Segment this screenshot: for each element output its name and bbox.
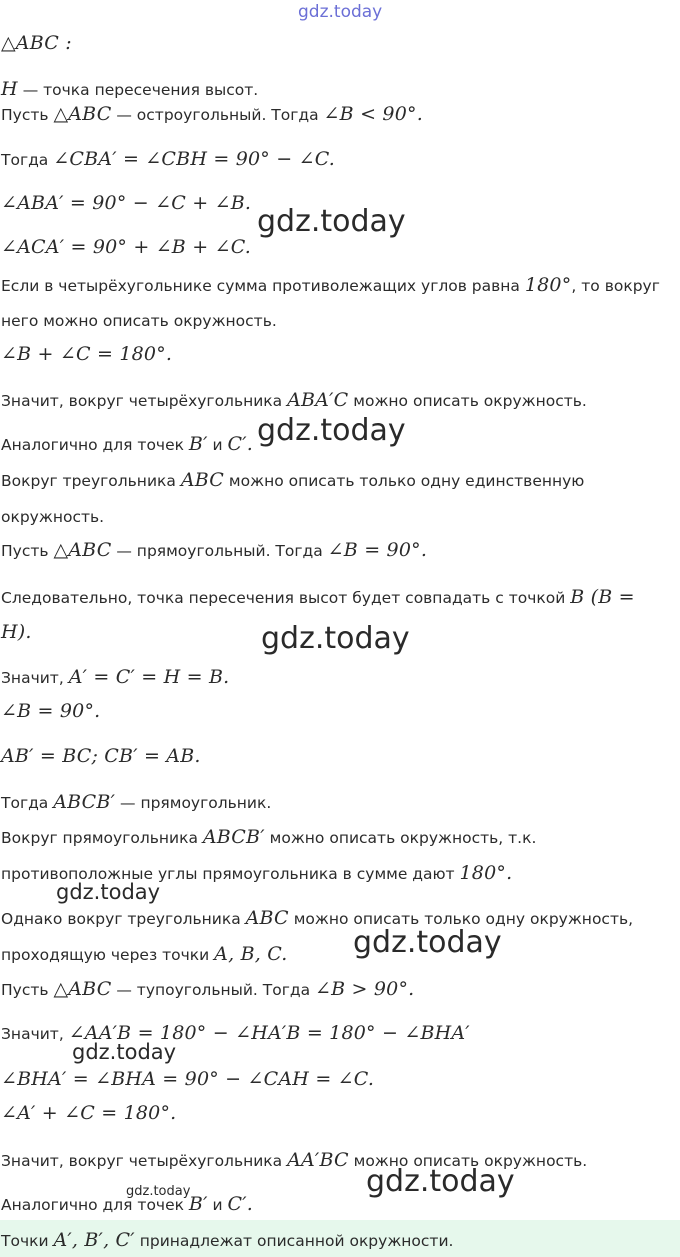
text: Значит, вокруг четырёхугольника xyxy=(1,1152,288,1170)
text-line xyxy=(1,433,678,456)
text: Следовательно, точка пересечения высот будет совпадать с точкой xyxy=(1,589,571,607)
text: Если в четырёхугольнике сумма противолежащих углов равна xyxy=(1,277,525,295)
text: принадлежат описанной окружности. xyxy=(134,1232,454,1250)
text-line xyxy=(1,666,678,689)
math: C′. xyxy=(227,1193,254,1215)
text: Пусть xyxy=(1,981,54,999)
text-line xyxy=(1,1193,678,1216)
text-line xyxy=(1,791,678,814)
math: △ABC xyxy=(53,978,112,1000)
text: Однако вокруг треугольника xyxy=(1,910,246,928)
text: Значит, xyxy=(1,1025,69,1043)
text-line xyxy=(1,700,678,723)
watermark: gdz.today xyxy=(56,880,161,904)
math: ∠A′ + ∠C = 180°. xyxy=(1,1102,177,1124)
text: , то вокруг xyxy=(571,277,660,295)
math: △ABC xyxy=(53,539,112,561)
math: ABC xyxy=(180,469,224,491)
watermark: gdz.today xyxy=(366,1164,515,1199)
text-line xyxy=(1,621,678,644)
text-line xyxy=(1,907,678,930)
math: ∠B > 90°. xyxy=(315,978,415,1000)
math: AA′BC xyxy=(287,1149,349,1171)
math: A, B, C. xyxy=(214,943,288,965)
math: B (B = xyxy=(570,586,635,608)
text-line xyxy=(1,1102,678,1125)
watermark: gdz.today xyxy=(353,925,502,960)
text-line xyxy=(1,539,678,562)
text-line xyxy=(1,32,678,55)
math: H xyxy=(1,78,18,100)
text-line xyxy=(1,978,678,1001)
text-line xyxy=(1,310,678,332)
math: 180°. xyxy=(459,862,513,884)
text: — прямоугольник. xyxy=(115,794,272,812)
math: ∠BHA′ = ∠BHA = 90° − ∠CAH = ∠C. xyxy=(1,1068,375,1090)
text: проходящую через точки xyxy=(1,946,215,964)
math: H). xyxy=(1,621,32,643)
text: Значит, xyxy=(1,669,69,687)
text: Пусть xyxy=(1,542,54,560)
text-line xyxy=(1,192,678,215)
math: ABC xyxy=(245,907,289,929)
watermark: gdz.today xyxy=(261,621,410,656)
math: B′ xyxy=(188,433,208,455)
text-line xyxy=(1,1022,678,1045)
math: △ABC : xyxy=(1,32,72,54)
text-line xyxy=(1,586,678,609)
math: AB′ = BC; CB′ = AB. xyxy=(1,745,201,767)
text-line xyxy=(1,469,678,492)
text: Тогда xyxy=(1,151,54,169)
text: можно описать только одну единственную xyxy=(224,472,585,490)
watermark: gdz.today xyxy=(126,1184,191,1199)
math: △ABC xyxy=(53,103,112,125)
math: ∠B < 90°. xyxy=(323,103,423,125)
math: ∠ABA′ = 90° − ∠C + ∠B. xyxy=(1,192,252,214)
math: ∠ACA′ = 90° + ∠B + ∠C. xyxy=(1,236,251,258)
text-line xyxy=(1,826,678,849)
text-line xyxy=(1,1068,678,1091)
math: ABCB′ xyxy=(53,791,116,813)
math: A′, B′, C′ xyxy=(53,1229,135,1251)
text-line xyxy=(1,943,678,966)
math: ∠CBA′ = ∠CBH = 90° − ∠C. xyxy=(53,148,335,170)
text-line xyxy=(1,745,678,768)
text: Точки xyxy=(1,1232,54,1250)
text: Вокруг треугольника xyxy=(1,472,181,490)
watermark-top: gdz.today xyxy=(298,2,383,22)
text: Аналогично для точек xyxy=(1,436,189,454)
text-line xyxy=(1,236,678,259)
text: Тогда xyxy=(1,794,54,812)
text: Пусть xyxy=(1,106,54,124)
text-line xyxy=(1,1149,678,1172)
text: — прямоугольный. Тогда xyxy=(111,542,328,560)
text-line xyxy=(1,78,678,101)
text: — остроугольный. Тогда xyxy=(111,106,324,124)
text: окружность. xyxy=(1,508,105,526)
conclusion-line xyxy=(1,1229,678,1252)
text: противоположные углы прямоугольника в сумме дают xyxy=(1,865,460,883)
math: B′ xyxy=(188,1193,208,1215)
text: него можно описать окружность. xyxy=(1,312,277,330)
text: и xyxy=(207,436,228,454)
text-line xyxy=(1,389,678,412)
text-line xyxy=(1,506,678,528)
text-line xyxy=(1,274,678,297)
text: — тупоугольный. Тогда xyxy=(111,981,316,999)
math: C′. xyxy=(227,433,254,455)
watermark: gdz.today xyxy=(72,1040,177,1064)
watermark: gdz.today xyxy=(257,204,406,239)
math: ABCB′ xyxy=(202,826,265,848)
math: ∠B = 90°. xyxy=(327,539,428,561)
math: A′ = C′ = H = B. xyxy=(68,666,230,688)
text: можно описать окружность. xyxy=(348,392,587,410)
text-line xyxy=(1,862,678,885)
text-line xyxy=(1,343,678,366)
math: ABA′C xyxy=(287,389,349,411)
math: ∠AA′B = 180° − ∠HA′B = 180° − ∠BHA′ xyxy=(68,1022,470,1044)
text: — точка пересечения высот. xyxy=(17,81,259,99)
text: и xyxy=(207,1196,228,1214)
text-line xyxy=(1,103,678,126)
text: Значит, вокруг четырёхугольника xyxy=(1,392,288,410)
text: можно описать окружность. xyxy=(348,1152,588,1170)
watermark: gdz.today xyxy=(257,413,406,448)
text: Вокруг прямоугольника xyxy=(1,829,203,847)
math: ∠B + ∠C = 180°. xyxy=(1,343,173,365)
math: 180° xyxy=(524,274,572,296)
math: ∠B = 90°. xyxy=(1,700,101,722)
text-line xyxy=(1,148,678,171)
text: Аналогично для точек xyxy=(1,1196,189,1214)
text: можно описать только одну окружность, xyxy=(288,910,634,928)
text: можно описать окружность, т.к. xyxy=(264,829,537,847)
